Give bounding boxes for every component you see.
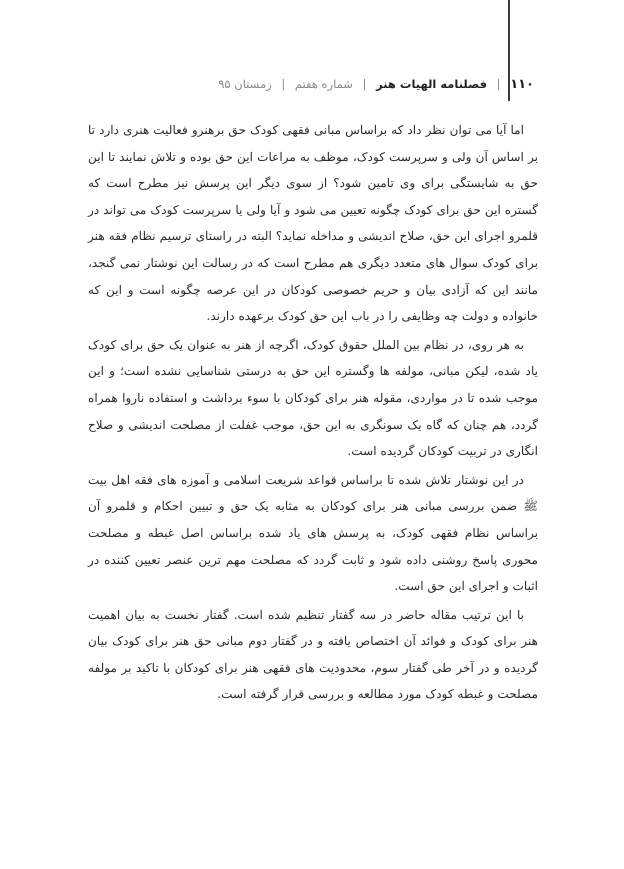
body-paragraph: به هر روی، در نظام بین الملل حقوق کودک، اگرچه از هنر به عنوان یک حق برای کودک یاد شده، لیکن مبانی، مولفه ها وگستره این حق به درستی شناسایی نشده است؛ و این موجب شده تا در مواردی، مقوله هنر برای کودکان با سوء برداشت و استفاده ناروا همراه گردد، هم چنان که گاه یک سونگری به این حق، موجب غفلت از مصلحت اندیشی و صلاح انگاری در تربیت کودکان گردیده است. <box>88 337 538 459</box>
article-body <box>88 117 538 710</box>
page-number: ۱۱۰ <box>510 77 534 92</box>
body-paragraph: با این ترتیب مقاله حاضر در سه گفتار تنظیم شده است. گفتار نخست به بیان اهمیت هنر برای کودک و فوائد آن اختصاص یافته و در گفتار دوم مبانی حق هنر برای کودک بیان گردیده و در آخر طی گفتار سوم، محدودیت های فقهی هنر برای کودکان با تاکید بر مولفه مصلحت و غبطه کودک مورد مطالعه و بررسی قرار گرفته است. <box>88 607 538 702</box>
journal-title: فصلنامه الهیات هنر <box>376 77 487 91</box>
body-paragraph: اما آیا می توان نظر داد که براساس مبانی فقهی کودک حق برهنرو فعالیت هنری دارد تا بر اساس آن ولی و سرپرست کودک، موظف به مراعات این حق بوده و تلاش نمایند تا این حق به شایستگی برای وی تامین شود؟ از سوی دیگر این پرسش نیز مطرح است که گستره این حق برای کودک چگونه تعیین می شود و آیا ولی یا سرپرست کودک می تواند در قلمرو اجرای این حق، صلاح اندیشی و مداخله نماید؟ البته در راستای ترسیم نظام فقه هنر برای کودک سوال های متعدد دیگری هم مطرح است که در رسالت این نوشتار نمی گنجد، مانند این که آزادی بیان و حریم خصوصی کودکان در این عرصه چگونه است و این که خانواده و دولت چه وظایفی را در باب این حق کودک برعهده دارند. <box>88 123 538 324</box>
header-separator: | <box>281 77 286 91</box>
running-head <box>218 77 534 92</box>
body-paragraph: در این نوشتار تلاش شده تا براساس قواعد شریعت اسلامی و آموزه های فقه اهل بیت ﷺ ضمن بررسی مبانی هنر برای کودکان به مثابه یک حق و تبیین احکام و قلمرو آن براساس نظام فقهی کودک، به پرسش های یاد شده براساس اصل غبطه و مصلحت محوری پاسخ روشنی داده شود و ثابت گردد که مصلحت مهم ترین عنصر تعیین کننده در اثبات و اجرای این حق است. <box>88 472 538 594</box>
header-separator: | <box>496 77 501 91</box>
season-label: زمستان ۹۵ <box>218 77 272 91</box>
header-separator: | <box>362 77 367 91</box>
issue-label: شماره هفتم <box>294 77 353 91</box>
